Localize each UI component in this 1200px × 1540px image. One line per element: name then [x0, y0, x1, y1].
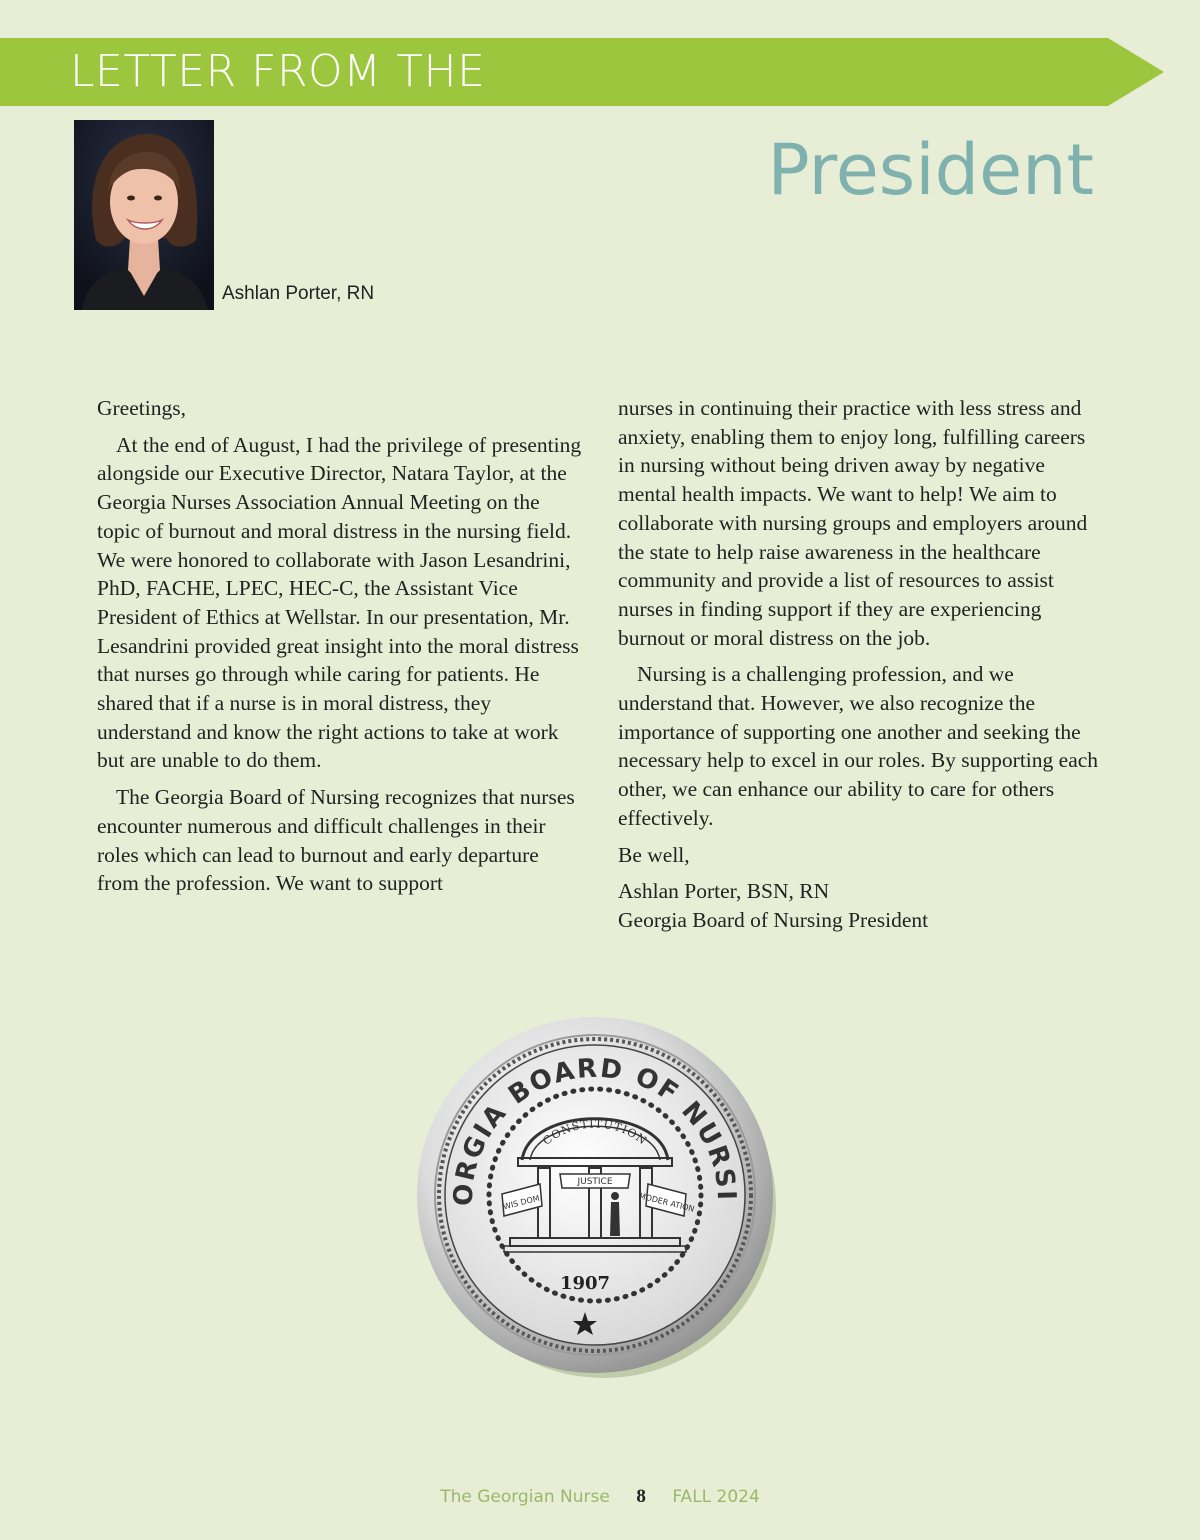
signature-title: Georgia Board of Nursing President — [618, 907, 929, 932]
board-of-nursing-seal — [410, 1010, 780, 1380]
page-number: 8 — [636, 1486, 646, 1507]
header-banner — [0, 38, 1164, 106]
seal-banner-left: WIS DOM — [502, 1193, 541, 1212]
seal-banner-right: MODER ATION — [637, 1191, 696, 1214]
body-paragraph: The Georgia Board of Nursing recognizes that nurses encounter numerous and difficult challenges in their roles which can lead to burnout and early departure from the profession. We want to support — [97, 785, 575, 896]
publication-name: The Georgian Nurse — [440, 1487, 610, 1507]
seal-banner-center: JUSTICE — [577, 1177, 613, 1187]
page-title: President — [767, 129, 1094, 211]
page-footer — [0, 1486, 1200, 1508]
letter-left-column — [97, 394, 585, 906]
banner-title: LETTER FROM THE — [70, 46, 486, 97]
letter-right-column — [618, 394, 1106, 935]
seal-outer-text: ORGIA BOARD OF NURSI — [448, 1053, 742, 1207]
signature-name: Ashlan Porter, BSN, RN — [618, 879, 830, 904]
closing: Be well, — [618, 842, 690, 867]
signature-block — [618, 877, 1106, 934]
seal-arch-text: CONSTITUTION — [540, 1117, 650, 1148]
issue-label: FALL 2024 — [672, 1487, 760, 1507]
body-paragraph: Nursing is a challenging profession, and we understand that. However, we also recognize the importance of supporting one another and seeking the necessary help to excel in our roles. By supporting each other, we can enhance our ability to care for others effectively. — [618, 662, 1099, 830]
body-paragraph: nurses in continuing their practice with less stress and anxiety, enabling them to enjoy long, fulfilling careers in nursing without being driven away by negative mental health impacts. We want to help! We aim to collaborate with nursing groups and employers around the state to help raise awareness in the healthcare community and provide a list of resources to assist nurses in finding support if they are experiencing burnout or moral distress on the job. — [618, 396, 1088, 650]
greeting: Greetings, — [97, 396, 186, 420]
photo-caption: Ashlan Porter, RN — [222, 283, 375, 304]
president-photo — [74, 120, 214, 310]
body-paragraph: At the end of August, I had the privilege of presenting alongside our Executive Director, Natara Taylor, at the Georgia Nurses Association Annual Meeting on the topic of burnout and moral distress in the nursing field. We were honored to collaborate with Jason Lesandrini, PhD, FACHE, LPEC, HEC-C, the Assistant Vice President of Ethics at Wellstar. In our presentation, Mr. Lesandrini provided great insight into the moral distress that nurses go through while caring for patients. He shared that if a nurse is in moral distress, they understand and know the right actions to take at work but are unable to do them. — [97, 432, 582, 773]
seal-year: 1907 — [559, 1273, 611, 1294]
